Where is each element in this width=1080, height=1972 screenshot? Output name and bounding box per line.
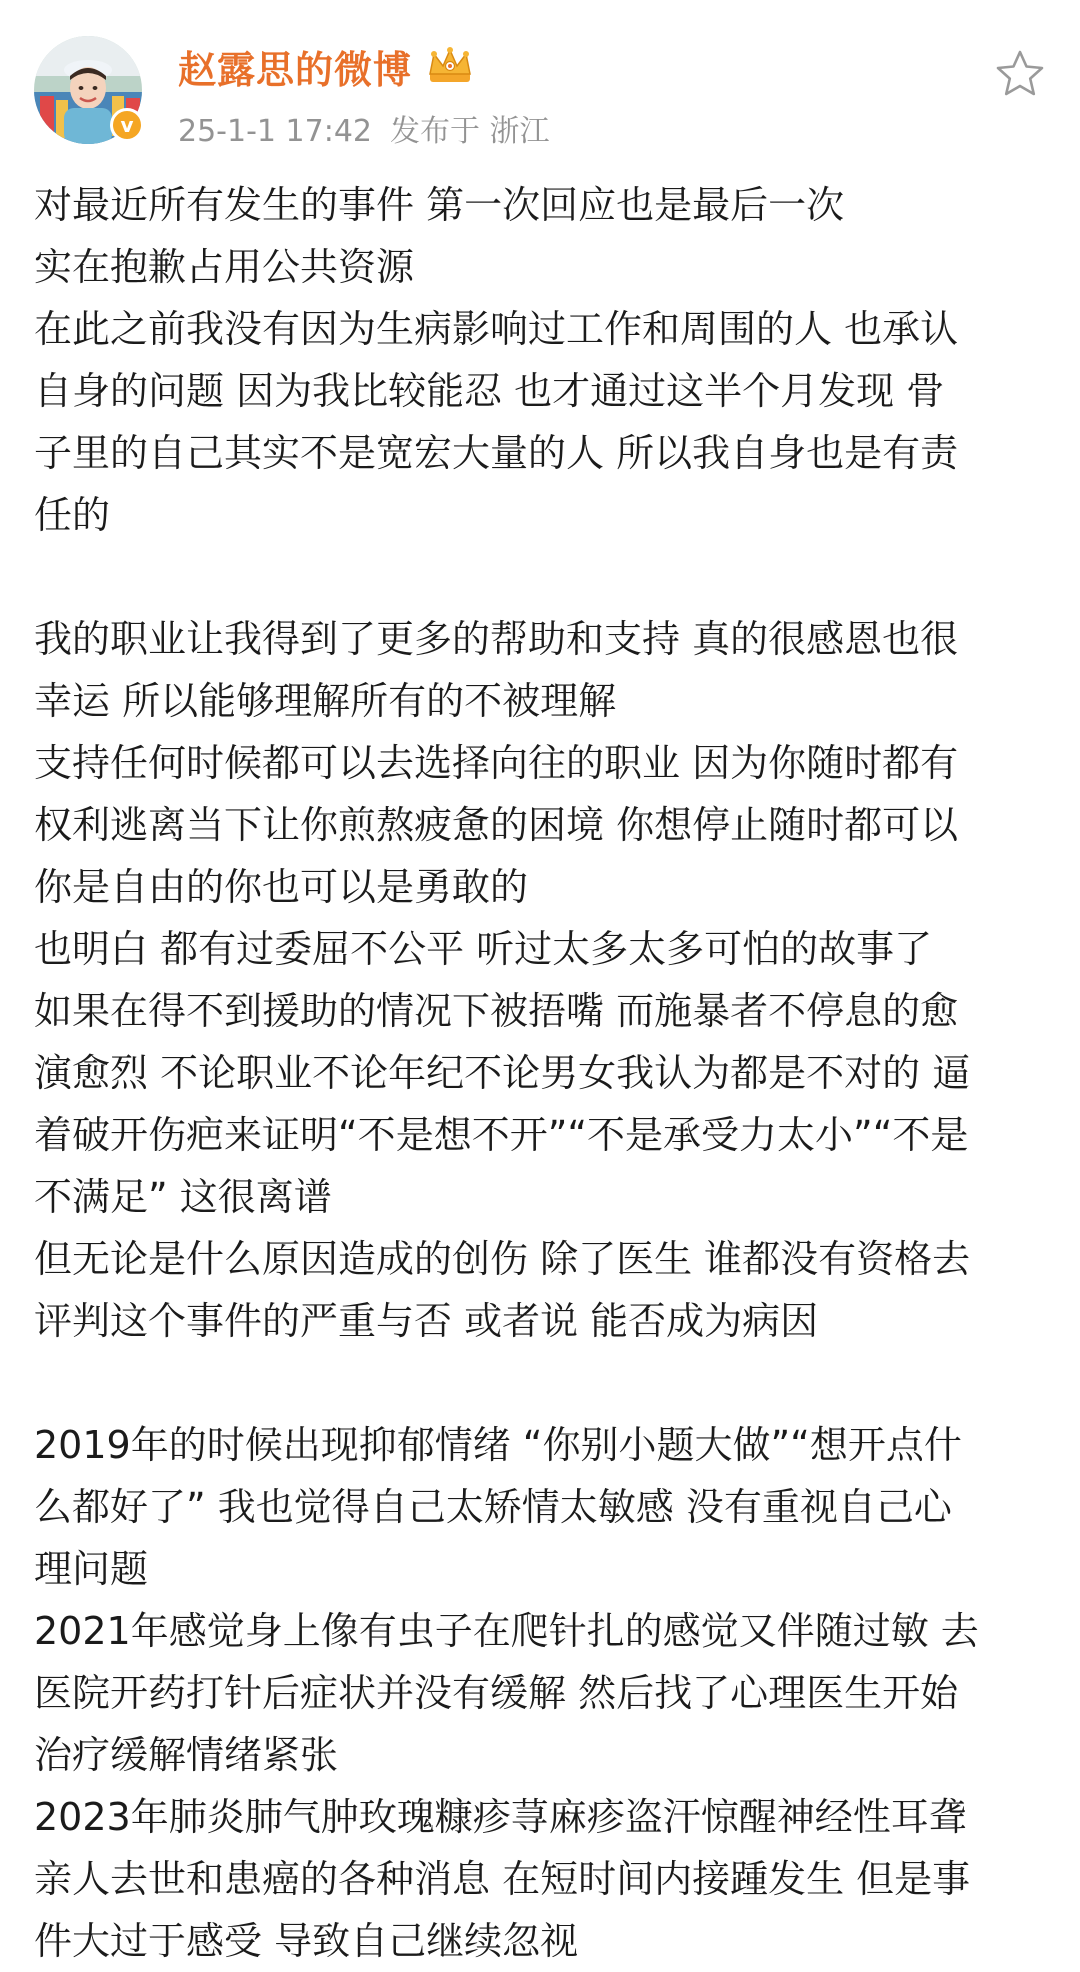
content-line: 演愈烈 不论职业不论年纪不论男女我认为都是不对的 逼 bbox=[34, 1051, 971, 1095]
content-line: 但无论是什么原因造成的创伤 除了医生 谁都没有资格去 bbox=[34, 1237, 971, 1281]
content-line: 么都好了” 我也觉得自己太矫情太敏感 没有重视自己心 bbox=[34, 1485, 952, 1529]
author-name[interactable]: 赵露思的微博 bbox=[178, 47, 413, 92]
post-header bbox=[0, 0, 1080, 160]
content-line: 不满足” 这很离谱 bbox=[34, 1175, 332, 1219]
content-line: 件大过于感受 导致自己继续忽视 bbox=[34, 1919, 579, 1963]
blank-line bbox=[34, 546, 1046, 608]
post-location: 发布于 浙江 bbox=[390, 114, 550, 149]
content-line: 在此之前我没有因为生病影响过工作和周围的人 也承认 bbox=[34, 307, 959, 351]
content-line: 医院开药打针后症状并没有缓解 然后找了心理医生开始 bbox=[34, 1671, 959, 1715]
content-line: 你是自由的你也可以是勇敢的 bbox=[34, 865, 529, 909]
content-line: 子里的自己其实不是宽宏大量的人 所以我自身也是有责 bbox=[34, 431, 959, 475]
content-line: 也明白 都有过委屈不公平 听过太多太多可怕的故事了 bbox=[34, 927, 933, 971]
post-timestamp: 25-1-1 17:42 bbox=[178, 114, 372, 149]
content-line: 任的 bbox=[34, 493, 111, 537]
content-line: 评判这个事件的严重与否 或者说 能否成为病因 bbox=[34, 1299, 819, 1343]
blank-line bbox=[34, 1352, 1046, 1414]
content-line: 对最近所有发生的事件 第一次回应也是最后一次 bbox=[34, 183, 845, 227]
star-icon[interactable] bbox=[994, 48, 1046, 100]
author-row bbox=[178, 38, 476, 94]
content-line: 2023年肺炎肺气肿玫瑰糠疹荨麻疹盗汗惊醒神经性耳聋 bbox=[34, 1795, 967, 1839]
content-line: 我的职业让我得到了更多的帮助和支持 真的很感恩也很 bbox=[34, 617, 959, 661]
content-line: 着破开伤疤来证明“不是想不开”“不是承受力太小”“不是 bbox=[34, 1113, 969, 1157]
content-line: 2019年的时候出现抑郁情绪 “你别小题大做”“想开点什 bbox=[34, 1423, 962, 1467]
post-meta bbox=[178, 106, 550, 150]
content-line: 自身的问题 因为我比较能忍 也才通过这半个月发现 骨 bbox=[34, 369, 945, 413]
content-line: 如果在得不到援助的情况下被捂嘴 而施暴者不停息的愈 bbox=[34, 989, 959, 1033]
post-content bbox=[34, 174, 1046, 1972]
verified-badge-icon: v bbox=[110, 108, 144, 142]
content-line: 理问题 bbox=[34, 1547, 149, 1591]
content-line: 2021年感觉身上像有虫子在爬针扎的感觉又伴随过敏 去 bbox=[34, 1609, 979, 1653]
content-line: 治疗缓解情绪紧张 bbox=[34, 1733, 339, 1777]
content-line: 权利逃离当下让你煎熬疲惫的困境 你想停止随时都可以 bbox=[34, 803, 959, 847]
content-line: 幸运 所以能够理解所有的不被理解 bbox=[34, 679, 617, 723]
content-line: 支持任何时候都可以去选择向往的职业 因为你随时都有 bbox=[34, 741, 959, 785]
content-line: 亲人去世和患癌的各种消息 在短时间内接踵发生 但是事 bbox=[34, 1857, 971, 1901]
crown-icon bbox=[424, 46, 476, 86]
content-line: 实在抱歉占用公共资源 bbox=[34, 245, 415, 289]
